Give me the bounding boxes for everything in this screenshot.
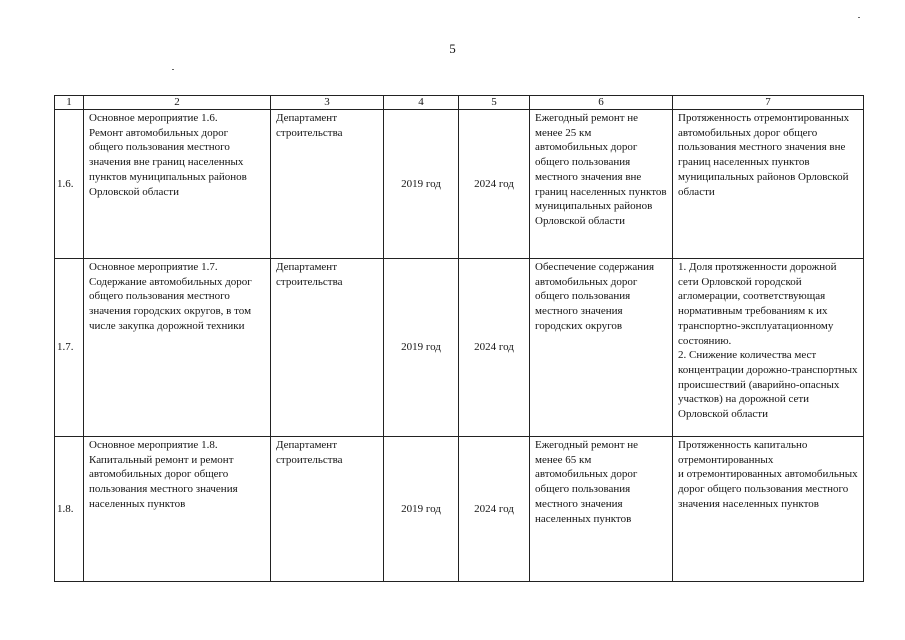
activities-table [54, 95, 864, 582]
table-row [55, 437, 864, 582]
result-cell: Ежегодный ремонт не менее 25 км автомобильных дорог общего пользования местного значения вне границ населенных пунктов муниципальных районов Орловской области [530, 110, 673, 259]
start-year-cell: 2019 год [384, 437, 459, 582]
indicator-cell: 1. Доля протяженности дорожной сети Орловской городской агломерации, соответствующая нормативным требованиям к их транспортно-эксплуатационному состоянию. 2. Снижение количества мест концентрации дорожно-транспортных происшествий (аварийно-опасных участков) на дорожной сети Орловской области [673, 259, 864, 437]
indicator-cell: Протяженность отремонтированных автомобильных дорог общего пользования местного значения вне границ населенных пунктов муниципальных районов Орловской области [673, 110, 864, 259]
table-row [55, 110, 864, 259]
scan-speck [858, 17, 860, 18]
executor-cell: Департамент строительства [271, 259, 384, 437]
table-row [55, 259, 864, 437]
executor-cell: Департамент строительства [271, 437, 384, 582]
column-number-1: 1 [55, 96, 84, 110]
row-number: 1.7. [55, 259, 84, 437]
activity-cell: Основное мероприятие 1.7. Содержание автомобильных дорог общего пользования местного значения городских округов, в том числе закупка дорожной техники [84, 259, 271, 437]
activity-cell: Основное мероприятие 1.6. Ремонт автомобильных дорог общего пользования местного значения вне границ населенных пунктов муниципальных районов Орловской области [84, 110, 271, 259]
result-cell: Ежегодный ремонт не менее 65 км автомобильных дорог общего пользования местного значения населенных пунктов [530, 437, 673, 582]
column-number-4: 4 [384, 96, 459, 110]
column-number-2: 2 [84, 96, 271, 110]
table-header-row [55, 96, 864, 110]
start-year-cell: 2019 год [384, 259, 459, 437]
scan-speck [172, 69, 174, 70]
end-year-cell: 2024 год [459, 437, 530, 582]
executor-cell: Департамент строительства [271, 110, 384, 259]
column-number-7: 7 [673, 96, 864, 110]
row-number: 1.8. [55, 437, 84, 582]
start-year-cell: 2019 год [384, 110, 459, 259]
column-number-5: 5 [459, 96, 530, 110]
end-year-cell: 2024 год [459, 259, 530, 437]
row-number: 1.6. [55, 110, 84, 259]
page-number: 5 [449, 41, 456, 56]
result-cell: Обеспечение содержания автомобильных дорог общего пользования местного значения городских округов [530, 259, 673, 437]
end-year-cell: 2024 год [459, 110, 530, 259]
activity-cell: Основное мероприятие 1.8. Капитальный ремонт и ремонт автомобильных дорог общего пользования местного значения населенных пунктов [84, 437, 271, 582]
column-number-3: 3 [271, 96, 384, 110]
indicator-cell: Протяженность капитально отремонтированных и отремонтированных автомобильных дорог общего пользования местного значения населенных пунктов [673, 437, 864, 582]
column-number-6: 6 [530, 96, 673, 110]
